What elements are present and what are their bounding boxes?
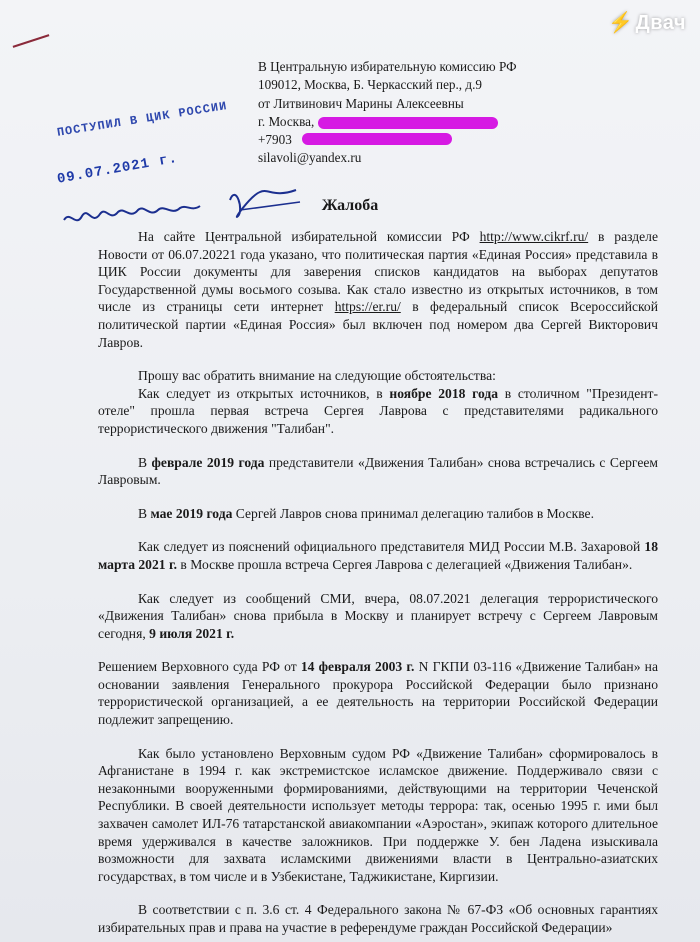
link-er[interactable]: https://er.ru/ <box>334 299 401 315</box>
text: в разделе Новости от 06.07.20221 года указано, что политическая партия «Единая Россия» представила в ЦИК России документы для заверения списков кандидатов на выборах депутатов Государственной думы восьмого созыва. Как стало известно из открытых источников, в том числе из страницы сети интернет <box>98 229 659 315</box>
address-line: 109012, Москва, Б. Черкасский пер., д.9 <box>258 77 483 93</box>
paragraph: В соответствии с п. 3.6 ст. 4 Федерального закона № 67-ФЗ «Об основных гарантиях избирательных прав и права на участие в референдуме граждан Российской Федерации» <box>98 902 658 935</box>
bold-date: 18 марта 2021 г. <box>98 539 658 572</box>
text: представители «Движения Талибан» снова встречались с Сергеем Лавровым. <box>98 454 658 488</box>
text: N ГКПИ 03-116 «Движение Талибан» на основании заявления Генерального прокурора Российской Федерации было признано террористической организацией, а ее деятельность на территории Российской Федерации подлежит запрещению. <box>98 659 658 728</box>
paragraph <box>98 385 658 438</box>
lightning-icon: ⚡ <box>608 12 634 34</box>
document-title: Жалоба <box>321 197 379 214</box>
address-line: от Литвинович Марины Алексеевны <box>258 95 464 111</box>
text: Как следует из пояснений официального представителя МИД России М.В. Захаровой <box>138 539 645 555</box>
bold-date: мае 2019 года <box>150 505 233 521</box>
redaction-mark <box>302 133 452 145</box>
text: Решением Верховного суда РФ от <box>98 659 301 675</box>
text: В <box>138 505 151 521</box>
bold-date: ноябре 2018 года <box>389 385 499 401</box>
address-line: silavoli@yandex.ru <box>258 150 362 166</box>
pen-mark <box>13 34 50 48</box>
watermark-text: Двач <box>635 12 686 34</box>
paragraph <box>98 658 658 728</box>
text: На сайте Центральной избирательной комиссии РФ <box>138 229 480 244</box>
watermark <box>608 10 686 35</box>
stamp-date: 09.07.2021 г. <box>56 150 180 188</box>
bold-date: феврале 2019 года <box>151 454 265 470</box>
paragraph <box>98 454 658 489</box>
bold-date: 14 февраля 2003 г. <box>300 659 415 675</box>
paragraph <box>98 228 658 351</box>
paragraph <box>98 505 658 523</box>
text: В <box>138 454 152 470</box>
redaction-mark <box>318 117 498 129</box>
text: Сергей Лавров снова принимал делегацию талибов в Москве. <box>232 505 594 521</box>
address-line: г. Москва, <box>258 113 315 129</box>
document-body <box>98 228 658 937</box>
paragraph: Прошу вас обратить внимание на следующие обстоятельства: <box>138 368 496 384</box>
paragraph <box>98 538 658 573</box>
text: Как следует из сообщений СМИ, вчера, 08.07.2021 делегация террористического «Движения Талибан» снова прибыла в Москву и планирует встречу с Сергеем Лавровым сегодня, <box>98 590 658 641</box>
received-stamp: ПОСТУПИЛ В ЦИК РОССИИ <box>56 99 229 140</box>
recipient-address <box>258 58 678 168</box>
text: в столичном "Президент-отеле" прошла первая встреча Сергея Лаврова с представителями радикального террористического движения "Талибан". <box>98 385 659 436</box>
bold-date: 9 июля 2021 г. <box>149 625 235 641</box>
paragraph <box>98 590 658 643</box>
text: в федеральный список Всероссийской политической партии «Единая Россия» был включен под номером два Сергей Викторович Лавров. <box>98 299 658 350</box>
paragraph: Как было установлено Верховным судом РФ «Движение Талибан» сформировалось в Афганистане в 1994 г. как экстремистское исламское движение. Поддерживало связи с незаконными вооруженными формированиями, действующими на территории Чеченской Республики. В своей деятельности использует методы террора: так, осенью 1995 г. ими был захвачен самолет ИЛ-76 татарстанской авиакомпании «Аэростан», экипаж которого длительное время удерживался в качестве заложников. При поддержке У. бен Ладена изыскивала возможности для захвата исламскими движениями власти в Центрально-азиатских государствах, в том числе и в Узбекистане, Таджикистане, Киргизии. <box>98 745 658 884</box>
text: Как следует из открытых источников, в <box>138 385 390 401</box>
text: в Москве прошла встреча Сергея Лаврова с делегацией «Движения Талибан». <box>177 556 633 572</box>
link-cikrf[interactable]: http://www.cikrf.ru/ <box>479 229 589 244</box>
address-line: В Центральную избирательную комиссию РФ <box>258 59 517 74</box>
address-line: +7903 <box>258 132 292 148</box>
